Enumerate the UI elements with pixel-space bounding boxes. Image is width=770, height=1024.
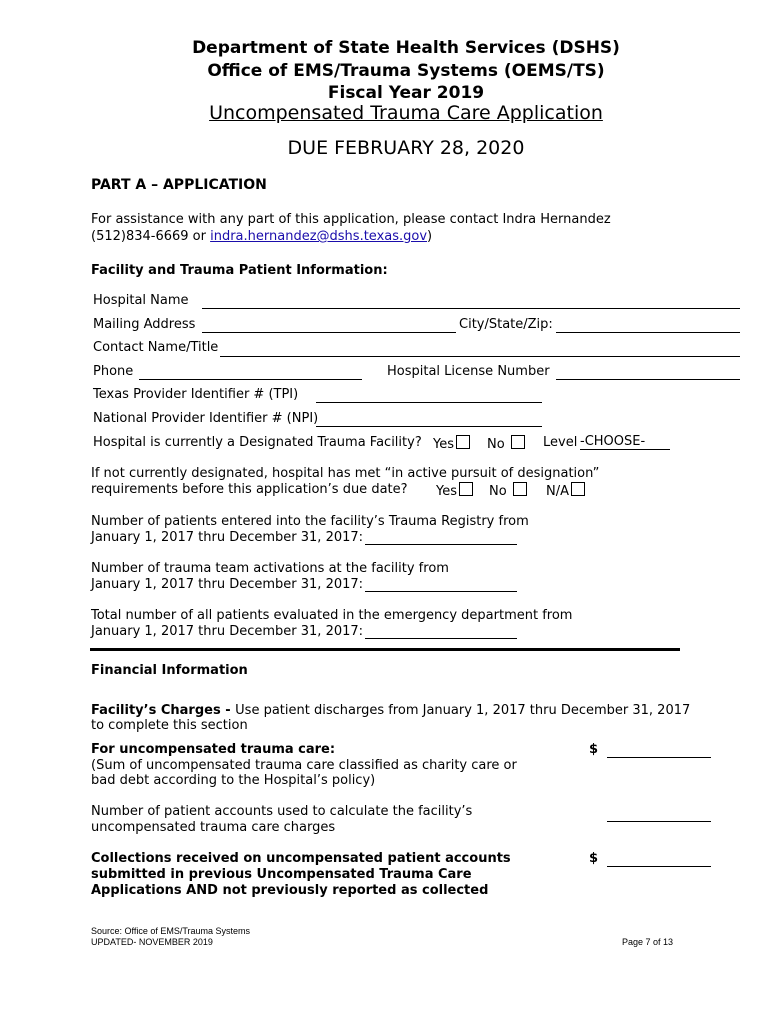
- designated-no-option[interactable]: [487, 435, 525, 452]
- accounts-line-2: uncompensated trauma care charges: [91, 820, 336, 835]
- pursuit-na-option[interactable]: [546, 482, 585, 499]
- mailing-address-label: Mailing Address: [93, 317, 196, 332]
- pursuit-yes-option[interactable]: [436, 482, 473, 499]
- assistance-line-1: For assistance with any part of this application, please contact Indra Hernandez: [91, 212, 611, 227]
- designated-yes-option[interactable]: [433, 435, 470, 452]
- level-label: Level: [543, 435, 578, 450]
- designated-no-label: No: [487, 437, 505, 452]
- license-number-label: Hospital License Number: [387, 364, 550, 379]
- license-number-field[interactable]: [556, 379, 740, 380]
- designated-facility-question: Hospital is currently a Designated Trauma Facility?: [93, 435, 422, 450]
- pursuit-yes-checkbox[interactable]: [459, 482, 473, 496]
- designated-yes-label: Yes: [433, 437, 454, 452]
- uncompensated-amount-field[interactable]: [607, 757, 711, 758]
- pursuit-question-line-1: If not currently designated, hospital has met “in active pursuit of designation”: [91, 466, 600, 481]
- collections-line-1: Collections received on uncompensated patient accounts: [91, 851, 511, 866]
- tpi-label: Texas Provider Identifier # (TPI): [93, 387, 299, 402]
- pursuit-no-checkbox[interactable]: [513, 482, 527, 496]
- page-number: Page 7 of 13: [622, 937, 674, 947]
- level-select[interactable]: -CHOOSE-: [580, 434, 670, 450]
- ed-patients-line-2: January 1, 2017 thru December 31, 2017:: [91, 624, 364, 639]
- designated-yes-checkbox[interactable]: [456, 435, 470, 449]
- pursuit-no-label: No: [489, 484, 507, 499]
- uncompensated-care-note-2: bad debt according to the Hospital’s policy): [91, 773, 376, 788]
- collections-line-3: Applications AND not previously reported as collected: [91, 883, 489, 898]
- contact-name-field[interactable]: [220, 356, 740, 357]
- activations-line-1: Number of trauma team activations at the facility from: [91, 561, 449, 576]
- collections-line-2: submitted in previous Uncompensated Trauma Care: [91, 867, 472, 882]
- city-state-zip-field[interactable]: [556, 332, 740, 333]
- mailing-address-field[interactable]: [202, 332, 456, 333]
- hospital-name-field[interactable]: [202, 308, 740, 309]
- contact-name-label: Contact Name/Title: [93, 340, 219, 355]
- charges-instructions: Use patient discharges from January 1, 2017 thru December 31, 2017: [235, 703, 691, 718]
- assistance-phone: (512)834-6669 or: [91, 229, 211, 244]
- pursuit-na-label: N/A: [546, 484, 569, 499]
- header-oems: Office of EMS/Trauma Systems (OEMS/TS): [207, 61, 605, 81]
- ed-patients-count-field[interactable]: [365, 638, 517, 639]
- uncompensated-care-note-1: (Sum of uncompensated trauma care classified as charity care or: [91, 758, 517, 773]
- activations-line-2: January 1, 2017 thru December 31, 2017:: [91, 577, 364, 592]
- due-date: DUE FEBRUARY 28, 2020: [287, 137, 525, 159]
- registry-line-1: Number of patients entered into the facility’s Trauma Registry from: [91, 514, 529, 529]
- part-a-heading: PART A – APPLICATION: [91, 177, 267, 193]
- registry-line-2: January 1, 2017 thru December 31, 2017:: [91, 530, 364, 545]
- pursuit-na-checkbox[interactable]: [571, 482, 585, 496]
- phone-field[interactable]: [139, 379, 362, 380]
- pursuit-question-line-2: requirements before this application’s due date?: [91, 482, 408, 497]
- hospital-name-label: Hospital Name: [93, 293, 189, 308]
- pursuit-no-option[interactable]: [489, 482, 527, 499]
- npi-label: National Provider Identifier # (NPI): [93, 411, 319, 426]
- assistance-line-2: [91, 229, 432, 244]
- ed-patients-line-1: Total number of all patients evaluated in the emergency department from: [91, 608, 573, 623]
- charges-line-1: [91, 703, 690, 718]
- footer-updated: UPDATED- NOVEMBER 2019: [91, 937, 213, 947]
- uncompensated-dollar-sign: $: [589, 742, 599, 757]
- designated-no-checkbox[interactable]: [511, 435, 525, 449]
- uncompensated-care-heading: For uncompensated trauma care:: [91, 742, 336, 757]
- footer-source: Source: Office of EMS/Trauma Systems: [91, 926, 251, 936]
- phone-label: Phone: [93, 364, 134, 379]
- financial-section-heading: Financial Information: [91, 663, 248, 678]
- facility-section-heading: Facility and Trauma Patient Information:: [91, 263, 388, 278]
- contact-email-link[interactable]: indra.hernandez@dshs.texas.gov: [210, 229, 428, 244]
- accounts-count-field[interactable]: [607, 821, 711, 822]
- page-title: Uncompensated Trauma Care Application: [209, 102, 603, 124]
- tpi-field[interactable]: [316, 402, 542, 403]
- collections-amount-field[interactable]: [607, 866, 711, 867]
- assistance-close-paren: ): [427, 229, 433, 244]
- accounts-line-1: Number of patient accounts used to calculate the facility’s: [91, 804, 473, 819]
- section-divider: [90, 648, 680, 651]
- city-state-zip-label: City/State/Zip:: [459, 317, 553, 332]
- charges-heading: Facility’s Charges -: [91, 703, 236, 718]
- npi-field[interactable]: [316, 426, 542, 427]
- charges-line-2: to complete this section: [91, 718, 248, 733]
- registry-count-field[interactable]: [365, 544, 517, 545]
- activations-count-field[interactable]: [365, 591, 517, 592]
- header-dshs: Department of State Health Services (DSHS): [192, 38, 620, 58]
- header-fiscal-year: Fiscal Year 2019: [327, 83, 485, 103]
- collections-dollar-sign: $: [589, 851, 599, 866]
- pursuit-yes-label: Yes: [436, 484, 457, 499]
